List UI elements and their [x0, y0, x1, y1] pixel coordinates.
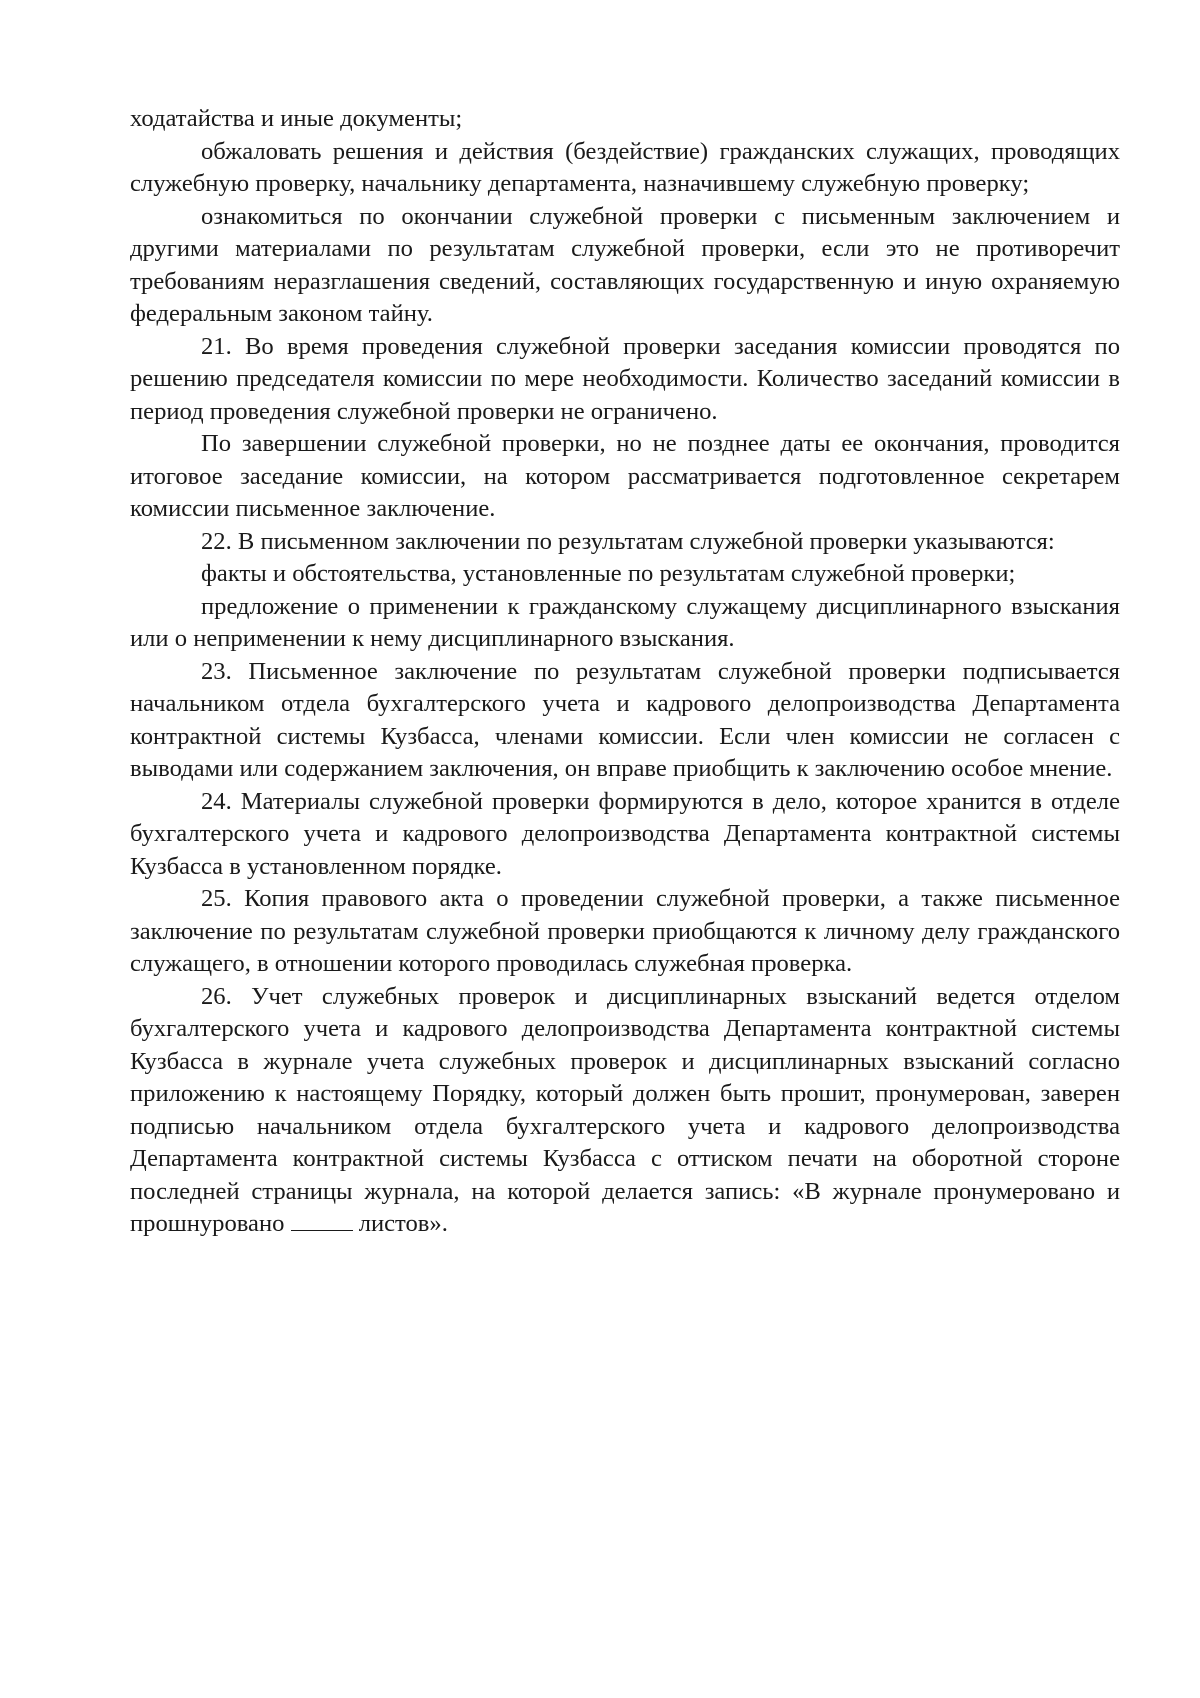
paragraph-facts: факты и обстоятельства, установленные по результатам служебной проверки; [201, 560, 1016, 587]
paragraph-item-24: 24. Материалы служебной проверки формируются в дело, которое хранится в отделе бухгалтерского учета и кадрового делопроизводства Департамента контрактной системы Кузбасса в установленном порядке. [130, 787, 1120, 880]
paragraph-item-21: 21. Во время проведения служебной проверки заседания комиссии проводятся по решению председателя комиссии по мере необходимости. Количество заседаний комиссии в период проведения служебной проверки не ограничено. [130, 332, 1120, 425]
paragraph-final-meeting: По завершении служебной проверки, но не позднее даты ее окончания, проводится итоговое заседание комиссии, на котором рассматривается подготовленное секретарем комиссии письменное заключение. [130, 430, 1120, 522]
paragraph-review-right: ознакомиться по окончании служебной проверки с письменным заключением и другими материалами по результатам служебной проверки, если это не противоречит требованиям неразглашения сведений, составляющих государственную и иную охраняемую федеральным законом тайну. [130, 202, 1120, 327]
paragraph-proposal: предложение о применении к гражданскому служащему дисциплинарного взыскания или о неприменении к нему дисциплинарного взыскания. [130, 592, 1120, 652]
paragraph-item-26-end: листов». [352, 1210, 448, 1237]
paragraph-item-22: 22. В письменном заключении по результатам служебной проверки указываются: [201, 527, 1055, 555]
paragraph-item-26 [130, 981, 1120, 1241]
blank-line [291, 1229, 353, 1231]
paragraph-appeal-right: обжаловать решения и действия (бездействие) гражданских служащих, проводящих служебную проверку, начальнику департамента, назначившему служебную проверку; [130, 137, 1120, 197]
document-page [130, 103, 1120, 1241]
paragraph-item-23: 23. Письменное заключение по результатам служебной проверки подписывается начальником отдела бухгалтерского учета и кадрового делопроизводства Департамента контрактной системы Кузбасса, членами комиссии. Если член комиссии не согласен с выводами или содержанием заключения, он вправе приобщить к заключению особое мнение. [130, 657, 1120, 782]
paragraph-item-25: 25. Копия правового акта о проведении служебной проверки, а также письменное заключение по результатам служебной проверки приобщаются к личному делу гражданского служащего, в отношении которого проводилась служебная проверка. [130, 885, 1120, 977]
paragraph-item-26-text: 26. Учет служебных проверок и дисциплинарных взысканий ведется отделом бухгалтерского учета и кадрового делопроизводства Департамента контрактной системы Кузбасса в журнале учета служебных проверок и дисциплинарных взысканий согласно приложению к настоящему Порядку, который должен быть прошит, пронумерован, заверен подписью начальником отдела бухгалтерского учета и кадрового делопроизводства Департамента контрактной системы Кузбасса с оттиском печати на оборотной стороне последней страницы журнала, на которой делается запись: «В журнале пронумеровано и прошнуровано [130, 982, 1120, 1237]
paragraph-continuation: ходатайства и иные документы; [130, 105, 463, 132]
